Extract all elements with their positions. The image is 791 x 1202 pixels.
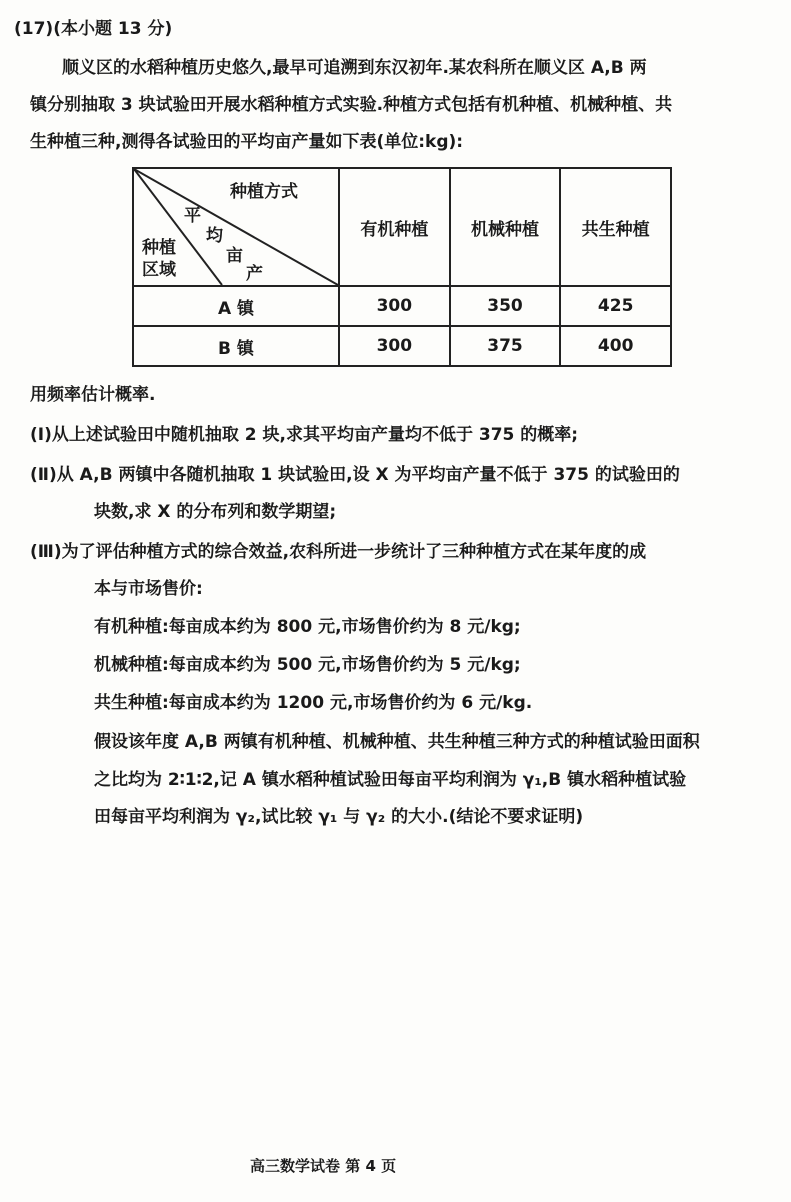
cost-organic: 有机种植:每亩成本约为 800 元,市场售价约为 8 元/kg;	[94, 617, 521, 637]
cell-b-symbiotic: 400	[560, 326, 671, 366]
intro-line-1: 顺义区的水稻种植历史悠久,最早可追溯到东汉初年.某农科所在顺义区 A,B 两	[62, 58, 647, 78]
part-2-line-1: (Ⅱ)从 A,B 两镇中各随机抽取 1 块试验田,设 X 为平均亩产量不低于 375 的试验田的	[30, 465, 680, 485]
corner-label-region-1: 种植	[142, 238, 176, 258]
corner-label-yield-4: 产	[246, 264, 263, 284]
part-3-line-1: (Ⅲ)为了评估种植方式的综合效益,农科所进一步统计了三种种植方式在某年度的成	[30, 542, 647, 562]
cell-a-organic: 300	[339, 286, 450, 326]
row-label-b: B 镇	[133, 326, 339, 366]
question-intro	[30, 50, 673, 161]
col-header-mechanical: 机械种植	[450, 168, 561, 286]
intro-line-3: 生种植三种,测得各试验田的平均亩产量如下表(单位:kg):	[30, 132, 464, 152]
table-corner-cell	[133, 168, 339, 286]
intro-line-2: 镇分别抽取 3 块试验田开展水稻种植方式实验.种植方式包括有机种植、机械种植、共	[30, 95, 673, 115]
row-label-a: A 镇	[133, 286, 339, 326]
cost-mechanical: 机械种植:每亩成本约为 500 元,市场售价约为 5 元/kg;	[94, 655, 521, 675]
page-footer	[250, 1155, 396, 1176]
table-row-b	[133, 326, 671, 366]
footer-text: 高三数学试卷 第 4 页	[250, 1157, 397, 1175]
cell-a-symbiotic: 425	[560, 286, 671, 326]
part-2-line-2: 块数,求 X 的分布列和数学期望;	[94, 502, 337, 522]
col-header-symbiotic: 共生种植	[560, 168, 671, 286]
corner-label-method: 种植方式	[230, 182, 298, 202]
yield-table	[132, 167, 672, 367]
assumption-line-3: 田每亩平均利润为 γ₂,试比较 γ₁ 与 γ₂ 的大小.(结论不要求证明)	[94, 807, 584, 827]
part-3-line-2: 本与市场售价:	[94, 579, 203, 599]
cell-a-mechanical: 350	[450, 286, 561, 326]
col-header-organic: 有机种植	[339, 168, 450, 286]
corner-label-yield-1: 平	[184, 206, 201, 226]
table-row-a	[133, 286, 671, 326]
cost-symbiotic: 共生种植:每亩成本约为 1200 元,市场售价约为 6 元/kg.	[94, 693, 533, 713]
corner-label-region-2: 区域	[142, 260, 176, 280]
assumption-line-2: 之比均为 2∶1∶2,记 A 镇水稻种植试验田每亩平均利润为 γ₁,B 镇水稻种植试验	[94, 770, 687, 790]
part-1: (Ⅰ)从上述试验田中随机抽取 2 块,求其平均亩产量均不低于 375 的概率;	[30, 425, 579, 445]
frequency-note: 用频率估计概率.	[30, 385, 156, 405]
cell-b-organic: 300	[339, 326, 450, 366]
cell-b-mechanical: 375	[450, 326, 561, 366]
corner-label-yield-2: 均	[206, 226, 223, 246]
corner-label-yield-3: 亩	[226, 246, 243, 266]
assumption-line-1: 假设该年度 A,B 两镇有机种植、机械种植、共生种植三种方式的种植试验田面积	[94, 732, 700, 752]
question-number: (17)(本小题 13 分)	[14, 19, 173, 39]
table-header-row	[133, 168, 671, 286]
